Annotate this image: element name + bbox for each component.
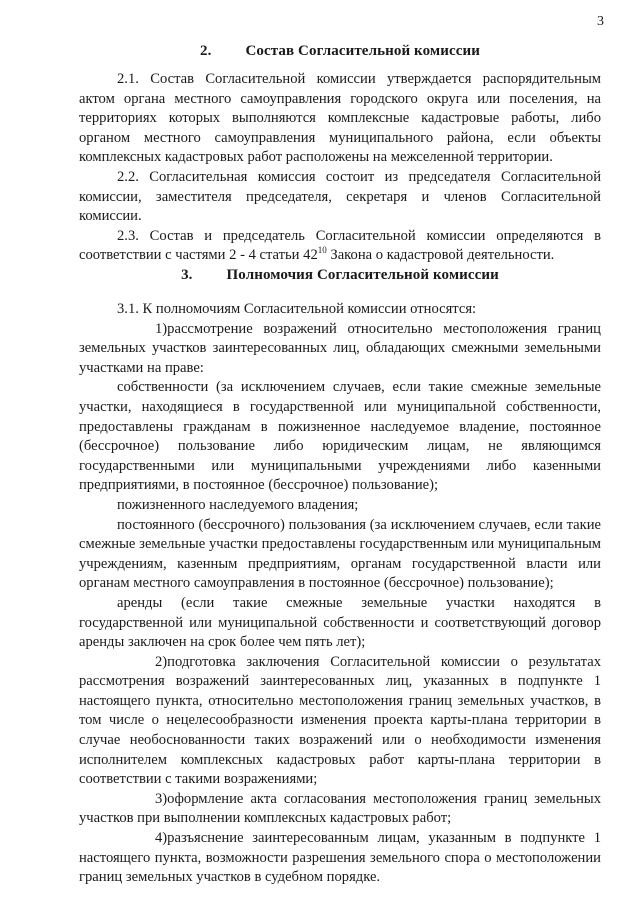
subitem-lease: аренды (если такие смежные земельные участки находятся в государственной или муниципальной собственности и соответствующий договор аренды заключен на срок более чем пять лет); [79, 594, 601, 651]
list-item-4-number: 4) [155, 830, 168, 847]
list-item-1-text: рассмотрение возражений относительно местоположения границ земельных участков заинтересованных лиц, обладающих смежными земельными участками на праве: [79, 320, 601, 376]
section-2-body [79, 70, 601, 266]
list-item-2 [79, 653, 601, 790]
list-item-3-text: оформление акта согласования местоположения границ земельных участков при выполнении комплексных кадастровых работ; [79, 790, 601, 827]
section-2-title: Состав Согласительной комиссии [245, 43, 480, 59]
section-2-heading [80, 42, 600, 62]
paragraph-2-3 [79, 227, 601, 266]
paragraph-2-2: 2.2. Согласительная комиссия состоит из председателя Согласительной комиссии, заместителя председателя, секретаря и членов Согласительной комиссии. [79, 168, 601, 225]
list-item-1-number: 1) [155, 320, 168, 337]
list-item-1 [79, 320, 601, 379]
section-3-title: Полномочия Согласительной комиссии [226, 267, 499, 283]
list-item-3 [79, 790, 601, 829]
list-item-3-number: 3) [155, 790, 168, 807]
section-3-number: 3. [181, 267, 193, 283]
paragraph-2-3-tail: Закона о кадастровой деятельности. [326, 247, 555, 264]
section-2-number: 2. [200, 43, 212, 59]
page-number: 3 [597, 14, 604, 29]
list-item-4-text: разъяснение заинтересованным лицам, указанным в подпункте 1 настоящего пункта, возможности разрешения земельного спора о местоположении границ земельных участков в судебном порядке. [79, 830, 601, 886]
list-item-2-text: подготовка заключения Согласительной комиссии о результатах рассмотрения возражений заинтересованных лиц, указанных в подпункте 1 настоящего пункта, относительно местоположения границ земельных участков, в том числе о нецелесообразности изменения проекта карты-плана территории в случае необоснованности таких возражений или о необходимости изменения исполнителем комплексных кадастровых работ карты-плана территории в соответствии с такими возражениями; [79, 653, 601, 788]
subitem-permanent-use: постоянного (бессрочного) пользования (за исключением случаев, если такие смежные земельные участки предоставлены государственным или муниципальным учреждениям, казенным предприятиям, органам государственной власти или органам местного самоуправления в постоянное (бессрочное) пользование); [79, 516, 601, 592]
section-3-heading [80, 266, 600, 286]
list-item-2-number: 2) [155, 653, 168, 670]
list-item-4 [79, 829, 601, 888]
paragraph-2-1: 2.1. Состав Согласительной комиссии утверждается распорядительным актом органа местного самоуправления городского округа или поселения, на территориях которых выполняются комплексные кадастровые работы, либо органом местного самоуправления муниципального района, если объекты комплексных кадастровых работ расположены на межселенной территории. [79, 71, 601, 166]
subitem-ownership: собственности (за исключением случаев, если такие смежные земельные участки, находящиеся в государственной или муниципальной собственности, предоставлены гражданам в пожизненное наследуемое владение, постоянное (бессрочное) пользование либо юридическим лицам, не являющимся государственными или муниципальными учреждениями либо казенными предприятиями, в постоянное (бессрочное) пользование); [79, 379, 601, 494]
article-superscript: 10 [317, 245, 327, 256]
section-3-body [79, 300, 601, 888]
paragraph-3-1-intro: 3.1. К полномочиям Согласительной комиссии относятся: [117, 301, 477, 317]
subitem-lifetime-possession: пожизненного наследуемого владения; [117, 496, 359, 513]
paragraph-2-3-text: 2.3. Состав и председатель Согласительной комиссии определяются в соответствии с частями 2 - 4 статьи 42 [79, 227, 601, 264]
